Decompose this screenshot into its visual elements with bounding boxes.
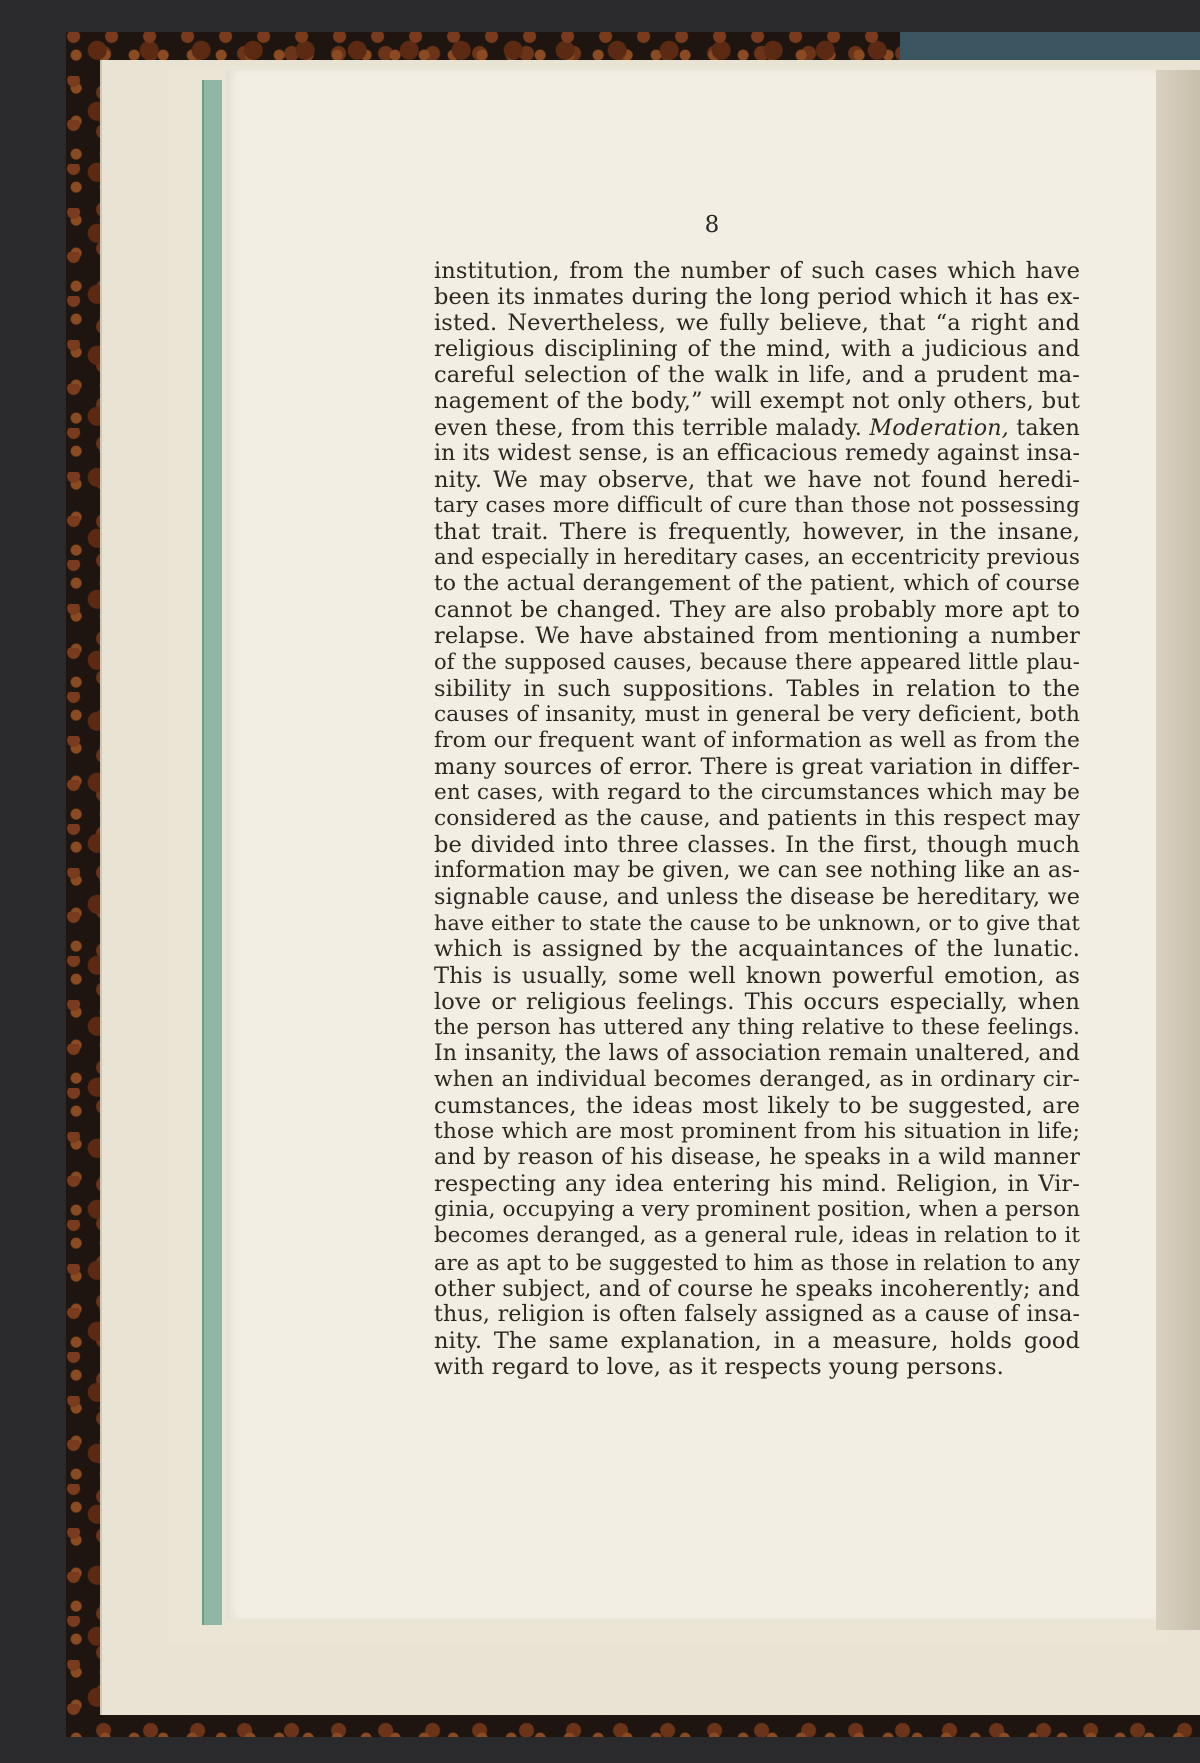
body-text xyxy=(434,258,1080,1380)
text-line: causes of insanity, must in general be very deficient, both xyxy=(434,701,1080,727)
text-line: signable cause, and unless the disease be hereditary, we xyxy=(434,884,1080,911)
text-line: that trait. There is frequently, however, in the insane, xyxy=(434,518,1080,545)
text-line: relapse. We have abstained from mentioning a number xyxy=(434,623,1080,650)
text-line: information may be given, we can see nothing like an as- xyxy=(434,858,1080,884)
text-line: from our frequent want of information as well as from the xyxy=(434,727,1080,753)
text-line: cumstances, the ideas most likely to be suggested, are xyxy=(434,1093,1080,1119)
text-line: isted. Nevertheless, we fully believe, that “a right and xyxy=(434,310,1080,337)
green-binding-strip xyxy=(202,80,222,1625)
text-line: institution, from the number of such cases which have xyxy=(434,258,1080,284)
text-line: love or religious feelings. This occurs especially, when xyxy=(434,988,1080,1015)
text-line: and especially in hereditary cases, an eccentricity previous xyxy=(434,545,1080,571)
text-line: sibility in such suppositions. Tables in relation to the xyxy=(434,675,1080,702)
text-line: nagement of the body,” will exempt not only others, but xyxy=(434,388,1080,415)
next-page-edge xyxy=(1156,70,1200,1630)
text-line: tary cases more difficult of cure than those not possessing xyxy=(434,492,1080,518)
text-line: considered as the cause, and patients in this respect may xyxy=(434,805,1080,831)
text-line: which is assigned by the acquaintances of the lunatic. xyxy=(434,936,1080,963)
text-line: when an individual becomes deranged, as in ordinary cir- xyxy=(434,1066,1080,1092)
text-line: thus, religion is often falsely assigned as a cause of insa- xyxy=(434,1301,1080,1327)
text-line: many sources of error. There is great variation in differ- xyxy=(434,753,1080,780)
text-line: In insanity, the laws of association remain unaltered, and xyxy=(434,1040,1080,1066)
text-segment: taken xyxy=(1008,414,1080,441)
text-line: and by reason of his disease, he speaks in a wild manner xyxy=(434,1145,1080,1171)
text-line: ent cases, with regard to the circumstances which may be xyxy=(434,779,1080,805)
text-line: cannot be changed. They are also probably more apt to xyxy=(434,597,1080,624)
text-line: nity. The same explanation, in a measure, holds good xyxy=(434,1327,1080,1354)
text-line: careful selection of the walk in life, and a prudent ma- xyxy=(434,362,1080,389)
book-page xyxy=(226,70,1156,1620)
text-line: with regard to love, as it respects young persons. xyxy=(434,1353,1004,1380)
text-line: other subject, and of course he speaks incoherently; and xyxy=(434,1275,1080,1302)
text-line: those which are most prominent from his situation in life; xyxy=(434,1119,1080,1145)
text-line: have either to state the cause to be unknown, or to give that xyxy=(434,911,1080,936)
page-number: 8 xyxy=(704,212,720,238)
text-line: respecting any idea entering his mind. Religion, in Vir- xyxy=(434,1171,1080,1198)
italic-word: Moderation, xyxy=(869,414,1009,441)
text-line: of the supposed causes, because there appeared little plau- xyxy=(434,650,1080,675)
text-line: in its widest sense, is an efficacious remedy against insa- xyxy=(434,440,1080,466)
text-line-italic xyxy=(434,415,1080,441)
text-line: to the actual derangement of the patient, which of course xyxy=(434,571,1080,597)
text-line: be divided into three classes. In the first, though much xyxy=(434,832,1080,859)
text-line: been its inmates during the long period which it has ex- xyxy=(434,284,1080,311)
text-segment: even these, from this terrible malady. xyxy=(434,414,862,441)
text-line: are as apt to be suggested to him as those in relation to any xyxy=(434,1250,1080,1275)
text-line: nity. We may observe, that we have not found heredi- xyxy=(434,466,1080,493)
text-line: religious disciplining of the mind, with a judicious and xyxy=(434,336,1080,363)
text-line: ginia, occupying a very prominent position, when a person xyxy=(434,1197,1081,1223)
text-line: becomes deranged, as a general rule, ideas in relation to it xyxy=(434,1223,1080,1249)
text-line: the person has uttered any thing relative to these feelings. xyxy=(434,1014,1080,1040)
text-line: This is usually, some well known powerful emotion, as xyxy=(434,962,1080,989)
